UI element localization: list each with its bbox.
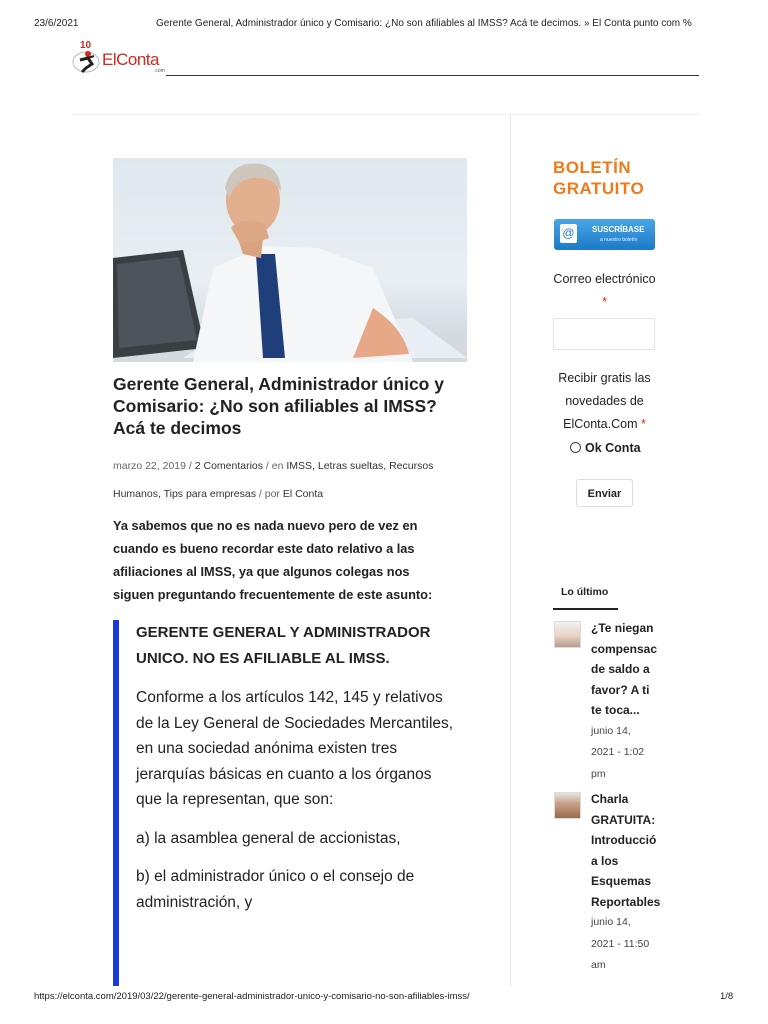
comments-link[interactable]: 2 Comentarios <box>194 460 264 472</box>
businessman-photo <box>113 158 467 362</box>
latest-post-title[interactable]: Introducció <box>591 833 657 847</box>
quote-paragraph: Conforme a los artículos 142, 145 y relativos de la Ley General de Sociedades Mercantiles, en una sociedad anónima existen tres jerarquías básicas en cuanto a los órganos que la representan, que son: <box>136 689 454 808</box>
newsletter-title: BOLETÍN GRATUITO <box>553 158 645 198</box>
latest-post-title[interactable]: compensac <box>591 641 658 656</box>
email-input[interactable] <box>553 318 655 350</box>
runner-icon <box>72 48 102 74</box>
category-links[interactable]: IMSS, Letras sueltas, Recursos Humanos, Tips para empresas <box>113 460 434 500</box>
latest-post-title[interactable]: ¿Te niegan <box>591 621 654 635</box>
latest-post-item[interactable] <box>591 618 661 785</box>
latest-post-title[interactable]: Esquemas <box>591 874 652 888</box>
header-divider <box>166 75 699 76</box>
latest-post-item[interactable] <box>591 789 661 977</box>
latest-post-date: am <box>591 959 606 971</box>
ok-conta-option[interactable] <box>570 441 641 455</box>
consent-label: Recibir gratis las novedades de ElConta.Com * <box>558 371 651 431</box>
print-date: 23/6/2021 <box>34 18 79 29</box>
post-thumbnail[interactable] <box>554 792 581 819</box>
post-thumbnail[interactable] <box>554 621 581 648</box>
latest-underline <box>553 608 618 610</box>
latest-post-date: 2021 - 1:02 <box>591 746 645 758</box>
latest-post-title[interactable]: Charla <box>591 792 629 806</box>
quote-paragraph: b) el administrador único o el consejo de administración, y <box>136 868 415 911</box>
quote-paragraph: a) la asamblea general de accionistas, <box>136 829 401 847</box>
required-mark: * <box>602 295 607 309</box>
meta-separator: / por <box>255 488 283 500</box>
subscribe-label: SUSCRÍBASE <box>592 225 645 234</box>
latest-post-date: junio 14, <box>591 916 631 928</box>
sidebar-divider <box>510 114 511 986</box>
logo-text: ElConta <box>102 50 159 69</box>
subscribe-sublabel: a nuestro boletín <box>600 237 638 243</box>
latest-post-title[interactable]: favor? A ti <box>591 682 650 697</box>
post-date: marzo 22, 2019 <box>113 460 186 472</box>
print-url: https://elconta.com/2019/03/22/gerente-general-administrador-unico-y-comisario-no-son-afiliables-imss/ <box>34 991 470 1002</box>
anniversary-badge: 10 <box>80 40 92 51</box>
latest-post-date: pm <box>591 767 606 780</box>
logo-domain: .com <box>154 68 165 74</box>
quote-heading: GERENTE GENERAL Y ADMINISTRADOR UNICO. NO ES AFILIABLE AL IMSS. <box>136 624 431 667</box>
send-button[interactable]: Enviar <box>576 479 633 507</box>
content-divider <box>72 114 700 115</box>
required-mark: * <box>640 417 646 431</box>
latest-post-title[interactable]: Reportables <box>591 894 661 909</box>
latest-post-date: 2021 - 11:50 <box>591 937 650 950</box>
print-page-title: Gerente General, Administrador único y Comisario: ¿No son afiliables al IMSS? Acá te decimos. » El Conta punto com % <box>156 18 692 29</box>
author-link[interactable]: El Conta <box>282 488 324 500</box>
latest-post-title[interactable]: a los <box>591 853 619 868</box>
post-meta <box>113 452 473 508</box>
radio-label: Ok Conta <box>585 441 641 455</box>
featured-image <box>113 158 467 362</box>
meta-separator: / en <box>263 460 287 472</box>
envelope-icon: @ <box>560 224 577 243</box>
latest-post-title[interactable]: GRATUITA: <box>591 812 656 827</box>
latest-post-date: junio 14, <box>591 724 631 737</box>
blockquote-bar <box>113 620 119 986</box>
blockquote <box>136 620 456 928</box>
post-intro: Ya sabemos que no es nada nuevo pero de vez en cuando es bueno recordar este dato relativo a las afiliaciones al IMSS, ya que algunos colegas nos siguen preguntando frecuentemente de este asunto: <box>113 518 433 602</box>
site-logo[interactable] <box>72 40 170 76</box>
meta-separator: / <box>185 460 195 472</box>
latest-post-title[interactable]: te toca... <box>591 703 640 717</box>
latest-post-title[interactable]: de saldo a <box>591 662 650 676</box>
email-label: Correo electrónico * <box>553 272 656 309</box>
latest-heading: Lo último <box>561 586 609 598</box>
post-title: Gerente General, Administrador único y Comisario: ¿No son afiliables al IMSS? Acá te decimos <box>113 374 444 438</box>
print-page-number: 1/8 <box>720 991 734 1002</box>
radio-button[interactable] <box>570 442 581 453</box>
subscribe-button[interactable] <box>554 219 655 250</box>
